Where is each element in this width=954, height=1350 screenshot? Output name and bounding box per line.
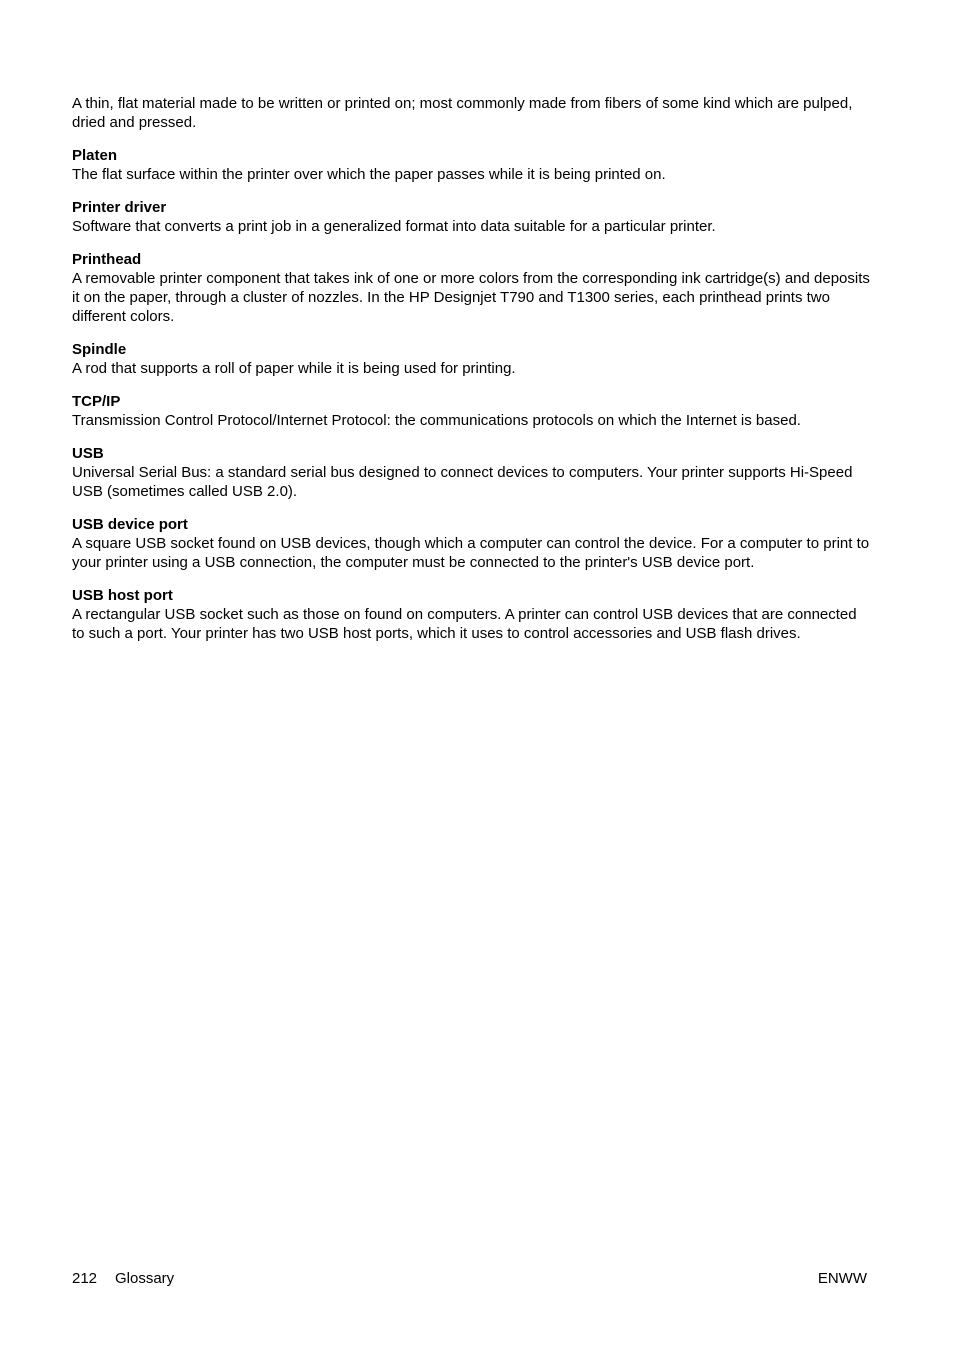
glossary-content	[72, 94, 872, 657]
glossary-term: USB	[72, 445, 104, 462]
glossary-definition: A square USB socket found on USB devices, though which a computer can control the device. For a computer to print to your printer using a USB connection, the computer must be connected to the printer's USB device port.	[72, 535, 870, 571]
glossary-definition: Software that converts a print job in a generalized format into data suitable for a particular printer.	[72, 218, 716, 235]
glossary-definition: A rectangular USB socket such as those on found on computers. A printer can control USB devices that are connected to such a port. Your printer has two USB host ports, which it uses to control accessories and USB flash drives.	[72, 606, 857, 642]
glossary-entry-usb	[72, 444, 872, 501]
glossary-term: Spindle	[72, 341, 127, 358]
glossary-entry-usb-host-port	[72, 586, 872, 643]
glossary-entry-tcp-ip	[72, 392, 872, 430]
glossary-term: TCP/IP	[72, 393, 121, 410]
glossary-entry-usb-device-port	[72, 515, 872, 572]
paper-definition: A thin, flat material made to be written or printed on; most commonly made from fibers of some kind which are pulped, dried and pressed.	[72, 95, 853, 131]
page-number: 212	[72, 1270, 98, 1287]
glossary-definition: The flat surface within the printer over which the paper passes while it is being printed on.	[72, 166, 666, 183]
locale-code: ENWW	[817, 1270, 867, 1287]
glossary-definition: A rod that supports a roll of paper while it is being used for printing.	[72, 360, 516, 377]
glossary-entry-printer-driver	[72, 198, 872, 236]
glossary-entry-platen	[72, 146, 872, 184]
glossary-term: Platen	[72, 147, 118, 164]
glossary-definition: Universal Serial Bus: a standard serial bus designed to connect devices to computers. Your printer supports Hi-Speed USB (sometimes called USB 2.0).	[72, 464, 853, 500]
glossary-definition: Transmission Control Protocol/Internet Protocol: the communications protocols on which the Internet is based.	[72, 412, 801, 429]
glossary-term: USB host port	[72, 587, 173, 604]
glossary-entry-printhead	[72, 250, 872, 326]
glossary-term: Printer driver	[72, 199, 167, 216]
glossary-term: USB device port	[72, 516, 188, 533]
glossary-definition: A removable printer component that takes ink of one or more colors from the corresponding ink cartridge(s) and deposits it on the paper, through a cluster of nozzles. In the HP Designjet T790 and T1300 series, each printhead prints two different colors.	[72, 270, 870, 325]
page-footer	[72, 1269, 867, 1289]
glossary-term: Printhead	[72, 251, 142, 268]
glossary-entry-spindle	[72, 340, 872, 378]
section-name: Glossary	[115, 1270, 175, 1287]
